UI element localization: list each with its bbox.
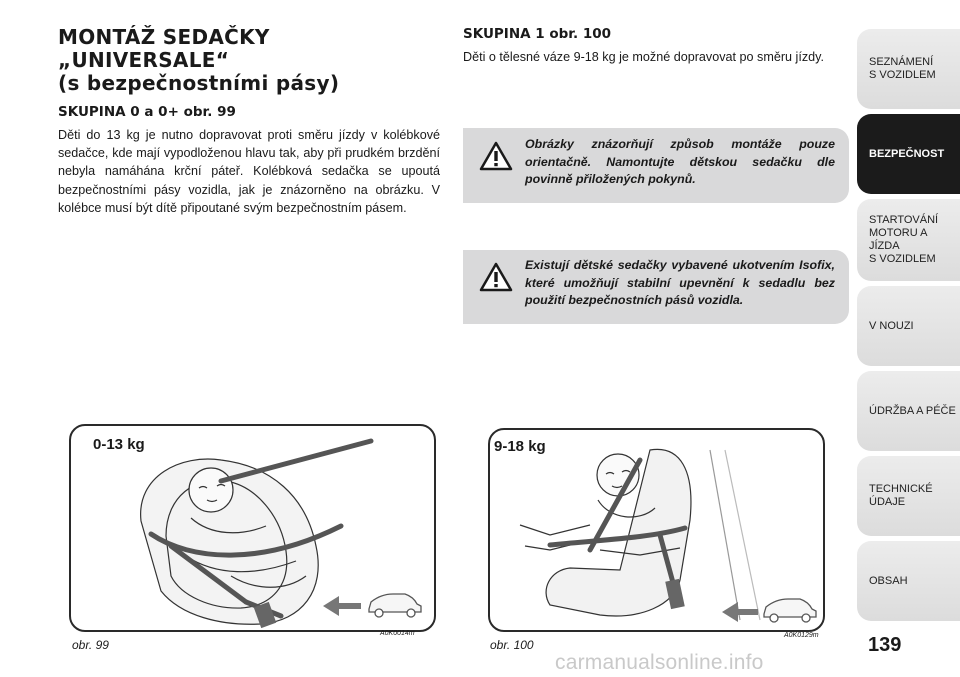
- figure-100-caption: obr. 100: [490, 638, 534, 652]
- sidebar-tab-obsah[interactable]: [857, 541, 960, 621]
- figure-99-label: 0-13 kg: [93, 436, 145, 453]
- warning-triangle-icon: [479, 262, 513, 292]
- sidebar-tab-v-nouzi[interactable]: [857, 286, 960, 366]
- figure-99: [69, 424, 436, 632]
- sidebar-tab-label: V NOUZI: [869, 319, 914, 332]
- sidebar-tab-bezpecnost[interactable]: [857, 114, 960, 194]
- sidebar-tab-label: STARTOVÁNÍ MOTORU A JÍZDA S VOZIDLEM: [869, 214, 939, 265]
- toddler-seat-illustration: [490, 430, 823, 630]
- group-0-text: Děti do 13 kg je nutno dopravovat proti směru jízdy v kolébkové sedačce, kde mají vypodloženou hlavu tak, aby při prudkém brzdění nebyla namáhána krční páteř. Kolébková sedačka se upoutá bezpečnostními pásy vozidla, jak je znázorněno na obrázku. V kolébce musí být dítě připoutané svým bezpečnostním pásem.: [58, 128, 440, 215]
- sidebar-tab-label: TECHNICKÉ ÚDAJE: [869, 483, 933, 508]
- figure-100-code: A0K0129m: [784, 632, 819, 639]
- figure-99-code: A0K0014m: [380, 630, 415, 637]
- infant-carrier-illustration: [71, 426, 434, 630]
- warning-triangle-icon: [479, 141, 513, 171]
- sidebar-tab-label: OBSAH: [869, 574, 908, 587]
- sidebar-tab-seznameni[interactable]: [857, 29, 960, 109]
- section-title-group-0: SKUPINA 0 a 0+ obr. 99: [58, 104, 236, 120]
- title-line-1: MONTÁŽ SEDAČKY „UNIVERSALE“: [58, 25, 270, 72]
- page-title: [58, 26, 438, 95]
- sidebar-tab-label: BEZPEČNOST: [869, 147, 945, 160]
- sidebar-tab-technicke-udaje[interactable]: [857, 456, 960, 536]
- sidebar-tab-label: ÚDRŽBA A PÉČE: [869, 404, 956, 417]
- sidebar-tab-label: SEZNÁMENÍ S VOZIDLEM: [869, 56, 936, 81]
- warning-box-1: [463, 128, 849, 203]
- warning-text-2: Existují dětské sedačky vybavené ukotvením Isofix, které umožňují stabilní upevnění k sedadlu bez použití bezpečnostních pásů vozidla.: [525, 258, 835, 307]
- title-line-2: (s bezpečnostními pásy): [58, 71, 340, 95]
- warning-text-1: Obrázky znázorňují způsob montáže pouze orientačně. Namontujte dětskou sedačku dle povinně přiložených pokynů.: [525, 137, 835, 186]
- figure-100: [488, 428, 825, 632]
- sidebar-tab-startovani[interactable]: [857, 199, 960, 281]
- figure-99-caption: obr. 99: [72, 638, 109, 652]
- warning-box-2: [463, 250, 849, 324]
- watermark: carmanualsonline.info: [555, 651, 764, 674]
- page-number: 139: [868, 634, 902, 656]
- sidebar-tab-udrzba[interactable]: [857, 371, 960, 451]
- section-title-group-1: SKUPINA 1 obr. 100: [463, 26, 612, 42]
- figure-100-label: 9-18 kg: [494, 438, 546, 455]
- group-1-text: Děti o tělesné váze 9-18 kg je možné dopravovat po směru jízdy.: [463, 50, 824, 64]
